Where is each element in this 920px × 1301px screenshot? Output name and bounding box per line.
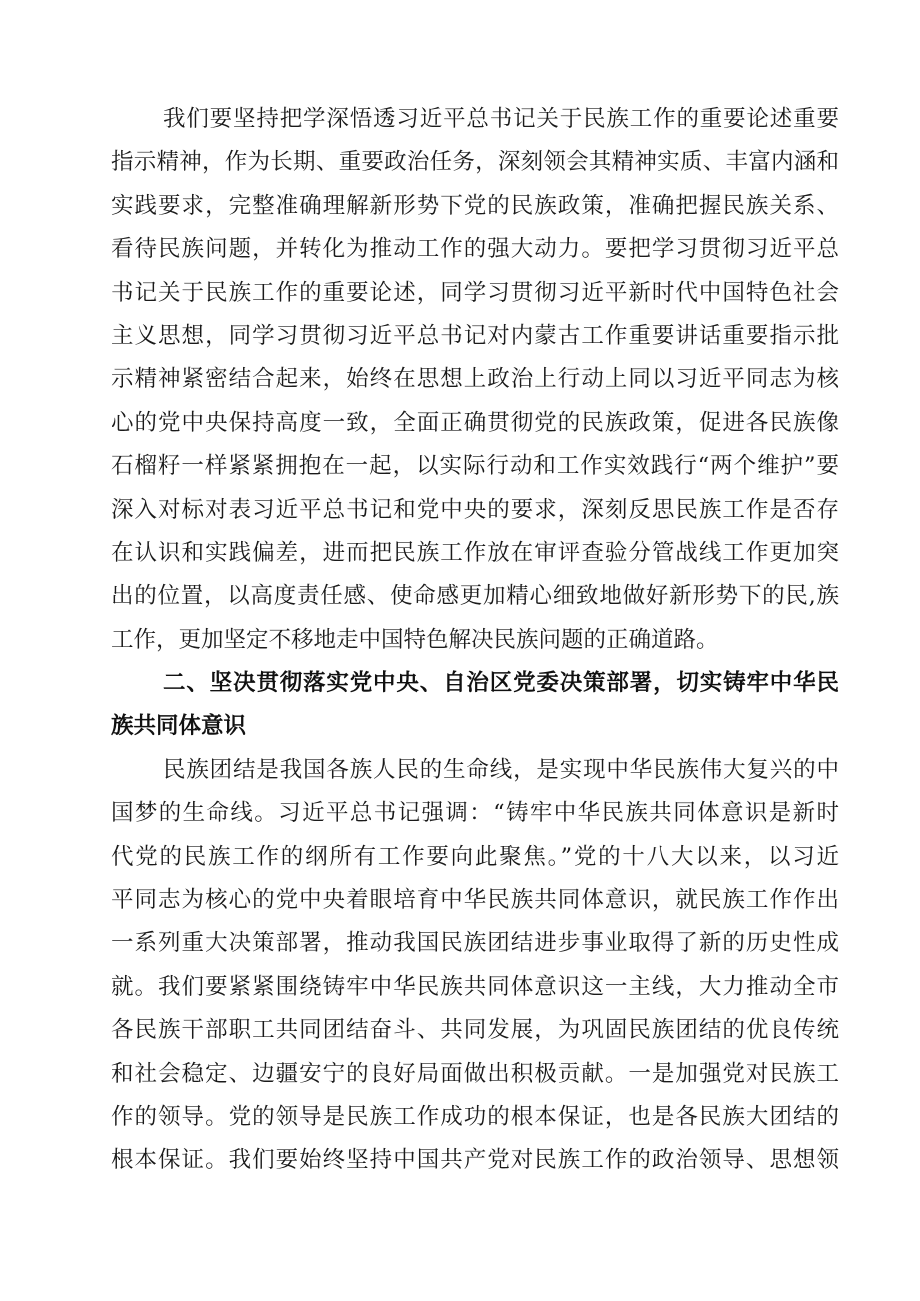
text-line: 平同志为核心的党中央着眼培育中华民族共同体意识，就民族工作作出 [111,887,839,914]
heading-line: 二、坚决贯彻落实党中央、自治区党委决策部署，切实铸牢中华民 [163,670,839,697]
text-line: 作的领导。党的领导是民族工作成功的根本保证，也是各民族大团结的 [111,1103,839,1130]
text-line: 书记关于民族工作的重要论述，同学习贯彻习近平新时代中国特色社会 [111,279,839,306]
text-line: 示精神紧密结合起来，始终在思想上政治上行动上同以习近平同志为核 [111,366,839,393]
text-line: 实践要求，完整准确理解新形势下党的民族政策，准确把握民族关系、 [111,192,839,219]
text-line: 看待民族问题，并转化为推动工作的强大动力。要把学习贯彻习近平总 [111,236,839,263]
text-line: 根本保证。我们要始终坚持中国共产党对民族工作的政治领导、思想领 [111,1147,839,1174]
heading-line: 族共同体意识 [111,713,247,740]
text-line: 石榴籽一样紧紧拥抱在一起，以实际行动和工作实效践行“两个维护”要 [111,453,839,480]
document-page [111,98,839,1183]
text-line: 各民族干部职工共同团结奋斗、共同发展，为巩固民族团结的优良传统 [111,1017,839,1044]
text-line: 出的位置，以高度责任感、使命感更加精心细致地做好新形势下的民,族 [111,583,839,610]
text-line: 和社会稳定、边疆安宁的良好局面做出积极贡献。一是加强党对民族工 [111,1060,839,1087]
text-line: 深入对标对表习近平总书记和党中央的要求，深刻反思民族工作是否存 [111,496,839,523]
text-line: 工作，更加坚定不移地走中国特色解决民族问题的正确道路。 [111,626,719,653]
text-line: 主义思想，同学习贯彻习近平总书记对内蒙古工作重要讲话重要指示批 [111,322,839,349]
text-line: 我们要坚持把学深悟透习近平总书记关于民族工作的重要论述重要 [163,106,839,132]
text-line: 心的党中央保持高度一致，全面正确贯彻党的民族政策，促进各民族像 [111,409,839,436]
paragraph-2 [111,749,839,1183]
paragraph-1 [111,98,839,662]
text-line: 就。我们要紧紧围绕铸牢中华民族共同体意识这一主线，大力推动全市 [111,973,839,1000]
section-heading [111,662,839,749]
text-line: 指示精神，作为长期、重要政治任务，深刻领会其精神实质、丰富内涵和 [111,149,839,176]
text-line: 国梦的生命线。习近平总书记强调：“铸牢中华民族共同体意识是新时 [111,800,839,827]
text-line: 一系列重大决策部署，推动我国民族团结进步事业取得了新的历史性成 [111,930,839,957]
text-line: 代党的民族工作的纲所有工作要向此聚焦。”党的十八大以来，以习近 [111,843,839,870]
text-line: 在认识和实践偏差，进而把民族工作放在审评查验分管战线工作更加突 [111,539,839,566]
text-line: 民族团结是我国各族人民的生命线，是实现中华民族伟大复兴的中 [163,756,839,783]
